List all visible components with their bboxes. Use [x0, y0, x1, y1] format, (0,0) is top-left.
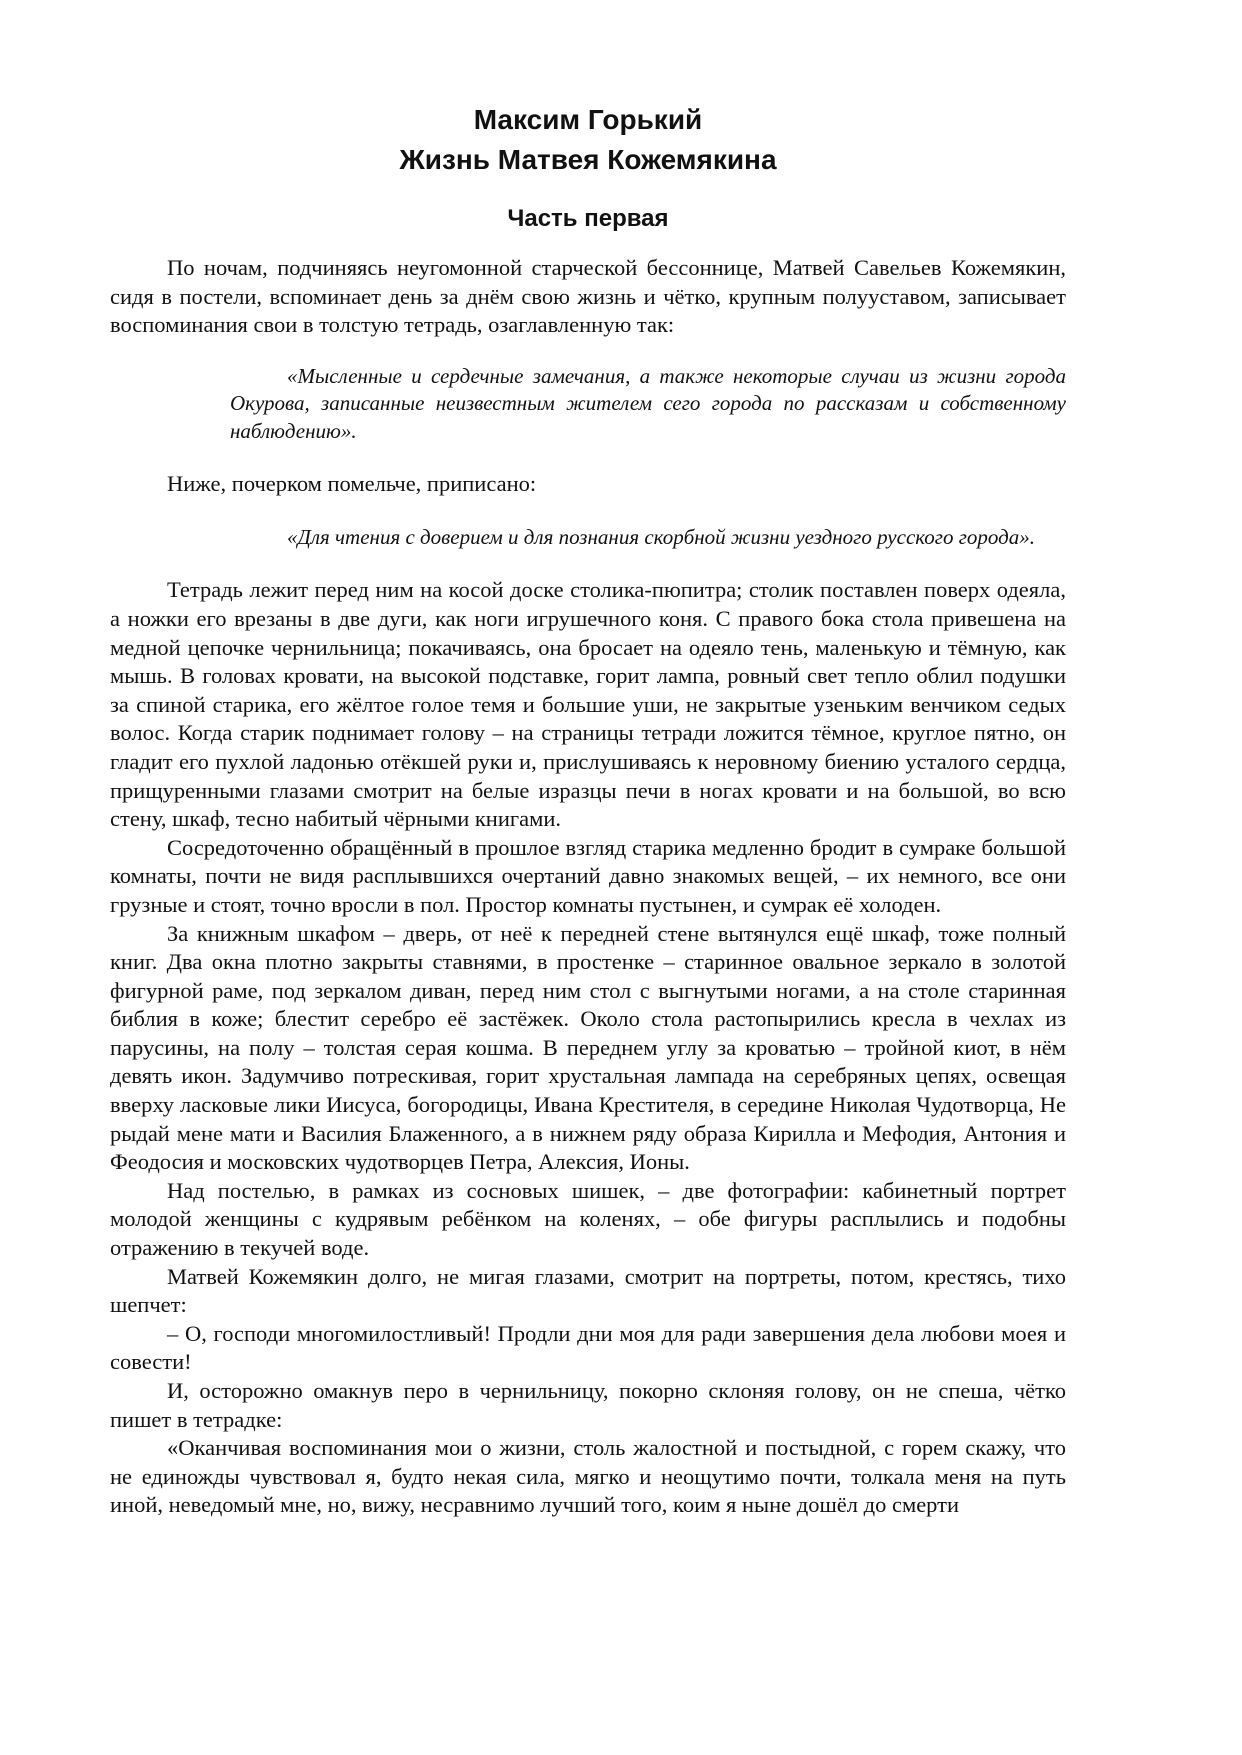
paragraph-prayer: – О, господи многомилостливый! Продли дни моя для ради завершения дела любови моея и совести!	[110, 1320, 1066, 1375]
paragraph-room: За книжным шкафом – дверь, от неё к передней стене вытянулся ещё шкаф, тоже полный книг. Два окна плотно закрыты ставнями, в простенке – старинное овальное зеркало в золотой фигурной раме, под зеркалом диван, перед ним стол с выгнутыми ногами, а на столе старинная библия в коже; блестит серебро её застёжек. Около стола растопырились кресла в чехлах из парусины, на полу – толстая серая кошма. В переднем углу за кроватью – тройной киот, в нём девять икон. Задумчиво потрескивая, горит хрустальная лампада на серебряных цепях, освещая вверху ласковые лики Иисуса, богородицы, Ивана Крестителя, в середине Николая Чудотворца, Не рыдай мене мати и Василия Блаженного, а в нижнем ряду образа Кирилла и Мефодия, Антония и Феодосия и московских чудотворцев Петра, Алексия, Ионы.	[110, 920, 1066, 1175]
paragraph-memoir-start: «Оканчивая воспоминания мои о жизни, столь жалостной и постыдной, с горем скажу, что не единожды чувствовал я, будто некая сила, мягко и неощутимо почти, толкала меня на путь иной, неведомый мне, но, вижу, несравнимо лучший того, коим я ныне дошёл до смерти	[110, 1435, 1066, 1518]
paragraph-opening: По ночам, подчиняясь неугомонной старческой бессоннице, Матвей Савельев Кожемякин, сидя в постели, вспоминает день за днём свою жизнь и чётко, крупным полууставом, записывает воспоминания свои в толстую тетрадь, озаглавленную так:	[110, 255, 1066, 338]
epigraph-title: «Мысленные и сердечные замечания, а также некоторые случаи из жизни города Окурова, записанные неизвестным жителем сего города по рассказам и собственному наблюдению».	[230, 363, 1066, 443]
author-name: Максим Горький	[473, 104, 703, 135]
paragraph-notebook: Тетрадь лежит перед ним на косой доске столика-пюпитра; столик поставлен поверх одеяла, а ножки его врезаны в две дуги, как ноги игрушечного коня. С правого бока стола привешена на медной цепочке чернильница; покачиваясь, она бросает на одеяло тень, маленькую и тёмную, как мышь. В головах кровати, на высокой подставке, горит лампа, ровный свет тепло облил подушки за спиной старика, его жёлтое голое темя и большие уши, не закрытые узеньким венчиком седых волос. Когда старик поднимает голову – на страницы тетради ложится тёмное, круглое пятно, он гладит его пухлой ладонью отёкшей руки и, прислушиваясь к неровному биению усталого сердца, прищуренными глазами смотрит на белые изразцы печи в ногах кровати и на большой, во всю стену, шкаф, тесно набитый чёрными книгами.	[110, 577, 1066, 832]
epigraph-subtitle: «Для чтения с доверием и для познания скорбной жизни уездного русского города».	[287, 524, 1036, 549]
document-page	[110, 100, 1066, 1520]
paragraph-note: Ниже, почерком помельче, приписано:	[167, 471, 537, 497]
paragraph-writing: И, осторожно омакнув перо в чернильницу, покорно склоняя голову, он не спеша, чётко пишет в тетрадке:	[110, 1378, 1066, 1432]
paragraph-gaze: Сосредоточенно обращённый в прошлое взгляд старика медленно бродит в сумраке большой комнаты, почти не видя расплывшихся очертаний давно знакомых вещей, – их немного, все они грузные и стоят, точно вросли в пол. Простор комнаты пустынен, и сумрак её холоден.	[110, 834, 1066, 917]
part-heading: Часть первая	[507, 205, 669, 232]
paragraph-photos: Над постелью, в рамках из сосновых шишек, – две фотографии: кабинетный портрет молодой женщины с кудрявым ребёнком на коленях, – обе фигуры расплылись и подобны отражению в текучей воде.	[110, 1177, 1066, 1261]
book-title: Жизнь Матвея Кожемякина	[399, 144, 777, 175]
paragraph-whisper: Матвей Кожемякин долго, не мигая глазами, смотрит на портреты, потом, крестясь, тихо шепчет:	[110, 1263, 1066, 1318]
